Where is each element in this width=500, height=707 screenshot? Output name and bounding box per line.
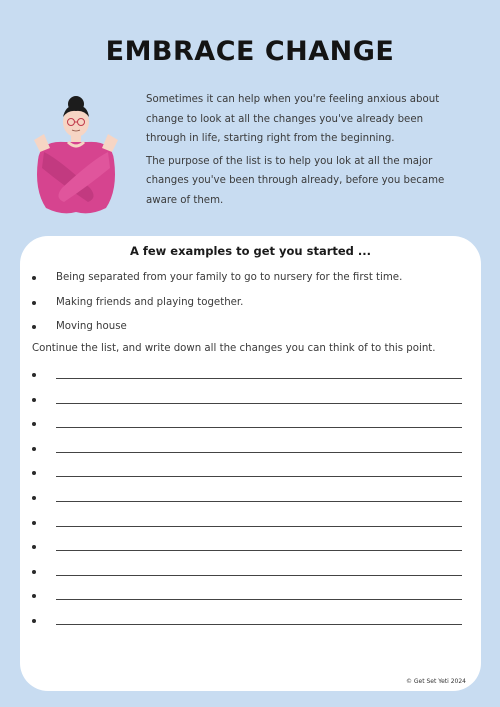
bullet-icon — [32, 373, 36, 377]
write-in-lines — [32, 363, 462, 634]
answer-rule[interactable] — [56, 476, 462, 477]
write-in-line[interactable] — [32, 363, 462, 388]
bullet-icon — [32, 301, 36, 305]
answer-rule[interactable] — [56, 378, 462, 379]
copyright-footer: © Get Set Yeti 2024 — [405, 678, 466, 685]
example-text: Making friends and playing together. — [56, 296, 244, 308]
list-item — [32, 291, 472, 316]
bullet-icon — [32, 594, 36, 598]
bullet-icon — [32, 570, 36, 574]
person-hugging-self-icon — [20, 90, 132, 218]
write-in-line[interactable] — [32, 560, 462, 585]
bullet-icon — [32, 496, 36, 500]
bullet-icon — [32, 471, 36, 475]
answer-rule[interactable] — [56, 403, 462, 404]
write-in-line[interactable] — [32, 388, 462, 413]
write-in-line[interactable] — [32, 609, 462, 634]
write-in-line[interactable] — [32, 412, 462, 437]
card-heading: A few examples to get you started ... — [129, 244, 372, 258]
page-title: EMBRACE CHANGE — [105, 36, 395, 67]
list-item — [32, 315, 472, 340]
intro-paragraph: The purpose of the list is to help you lok at all the major changes you've been through already, before you became aware of them. — [146, 155, 445, 206]
bullet-icon — [32, 447, 36, 451]
answer-rule[interactable] — [56, 501, 462, 502]
bullet-icon — [32, 422, 36, 426]
answer-rule[interactable] — [56, 599, 462, 600]
list-item — [32, 266, 472, 291]
bullet-icon — [32, 619, 36, 623]
example-text: Being separated from your family to go to nursery for the first time. — [56, 272, 403, 283]
bullet-icon — [32, 325, 36, 329]
worksheet-card — [20, 236, 481, 691]
answer-rule[interactable] — [56, 427, 462, 428]
write-in-line[interactable] — [32, 535, 462, 560]
intro-paragraph: Sometimes it can help when you're feeling anxious about change to look at all the changes you've already been through in life, starting right from the beginning. — [146, 94, 440, 144]
answer-rule[interactable] — [56, 624, 462, 625]
bullet-icon — [32, 545, 36, 549]
bullet-icon — [32, 521, 36, 525]
write-in-line[interactable] — [32, 511, 462, 536]
bullet-icon — [32, 276, 36, 280]
intro-text — [146, 90, 466, 213]
example-text: Moving house — [56, 321, 127, 332]
bullet-icon — [32, 398, 36, 402]
write-in-line[interactable] — [32, 486, 462, 511]
answer-rule[interactable] — [56, 550, 462, 551]
answer-rule[interactable] — [56, 452, 462, 453]
answer-rule[interactable] — [56, 526, 462, 527]
examples-list — [32, 266, 472, 340]
instruction-text: Continue the list, and write down all the changes you can think of to this point. — [32, 343, 436, 354]
write-in-line[interactable] — [32, 437, 462, 462]
answer-rule[interactable] — [56, 575, 462, 576]
write-in-line[interactable] — [32, 461, 462, 486]
write-in-line[interactable] — [32, 584, 462, 609]
